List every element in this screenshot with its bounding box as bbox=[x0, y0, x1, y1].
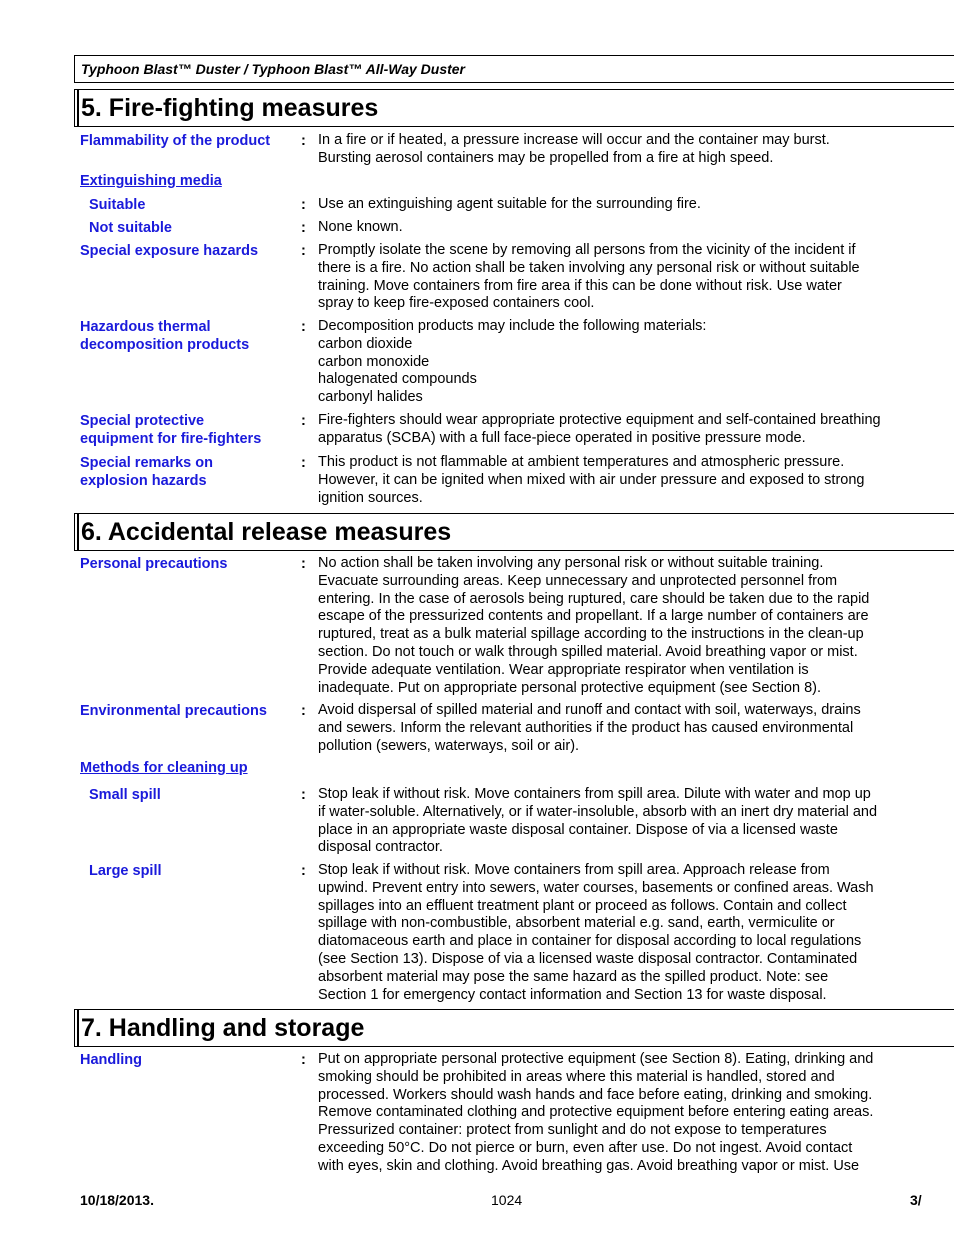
footer-page: 3/ bbox=[910, 1192, 922, 1208]
colon: : bbox=[301, 413, 306, 429]
footer-date: 10/18/2013. bbox=[80, 1192, 154, 1208]
section-7-title: 7. Handling and storage bbox=[81, 1014, 365, 1042]
colon: : bbox=[301, 319, 306, 335]
environmental-precautions-value: Avoid dispersal of spilled material and runoff and contact with soil, waterways, drains and sewers. Inform the relevant authorities if the product has caused environmental pollution (sewers, waterways, soil or air). bbox=[318, 702, 861, 754]
section-6-title: 6. Accidental release measures bbox=[81, 518, 452, 546]
colon: : bbox=[301, 220, 306, 236]
special-protective-value: Fire-fighters should wear appropriate protective equipment and self-contained breathing apparatus (SCBA) with a full face-piece operated in positive pressure mode. bbox=[318, 412, 881, 446]
flammability-label: Flammability of the product bbox=[80, 133, 271, 149]
special-remarks-value: This product is not flammable at ambient temperatures and atmospheric pressure. However, it can be ignited when mixed with air under pressure and exposed to strong ignition sources. bbox=[318, 454, 865, 506]
colon: : bbox=[301, 863, 306, 879]
special-exposure-value: Promptly isolate the scene by removing all persons from the vicinity of the incident if there is a fire. No action shall be taken involving any personal risk or without suitable training. Move containers from fire area if this can be done without risk. Use water spray to keep fire-exposed containers cool. bbox=[318, 242, 860, 312]
document-header bbox=[74, 55, 954, 83]
section-5-heading bbox=[74, 89, 954, 127]
flammability-value: In a fire or if heated, a pressure increase will occur and the container may burst. Bursting aerosol containers may be propelled from a fire at high speed. bbox=[318, 132, 830, 166]
special-protective-label: Special protective equipment for fire-fighters bbox=[80, 413, 262, 447]
colon: : bbox=[301, 455, 306, 471]
large-spill-value: Stop leak if without risk. Move containers from spill area. Approach release from upwind. Prevent entry into sewers, water courses, basements or confined areas. Wash spillages into an effluent treatment plant or proceed as follows. Contain and collect spillage with non-combustible, absorbent material e.g. sand, earth, vermiculite or diatomaceous earth and place in container for disposal according to local regulations (see Section 13). Dispose of via a licensed waste disposal contractor. Contaminated absorbent material may pose the same hazard as the spilled product. Note: see Section 1 for emergency contact information and Section 13 for waste disposal. bbox=[318, 862, 874, 1003]
suitable-label: Suitable bbox=[89, 197, 146, 213]
footer-code: 1024 bbox=[491, 1192, 523, 1208]
colon: : bbox=[301, 243, 306, 259]
colon: : bbox=[301, 1052, 306, 1068]
handling-label: Handling bbox=[80, 1052, 143, 1068]
personal-precautions-value: No action shall be taken involving any personal risk or without suitable training. Evacuate surrounding areas. Keep unnecessary and unprotected personnel from entering. In the case of aerosols being ruptured, care should be taken due to the rapid escape of the pressurized contents and propellant. If a large number of containers are ruptured, treat as a bulk material spillage according to the instructions in the clean-up section. Do not touch or walk through spilled material. Avoid breathing vapor or mist. Provide adequate ventilation. Wear appropriate respirator when ventilation is inadequate. Put on appropriate personal protective equipment (see Section 8). bbox=[318, 555, 870, 696]
colon: : bbox=[301, 787, 306, 803]
section-6-heading bbox=[74, 513, 954, 551]
small-spill-value: Stop leak if without risk. Move containers from spill area. Dilute with water and mop up if water-soluble. Alternatively, or if water-insoluble, absorb with an inert dry material and place in an appropriate waste disposal container. Dispose of via a licensed waste disposal contractor. bbox=[318, 786, 878, 856]
small-spill-label: Small spill bbox=[89, 787, 161, 803]
large-spill-label: Large spill bbox=[89, 863, 162, 879]
special-exposure-label: Special exposure hazards bbox=[80, 243, 259, 259]
extinguishing-media-label: Extinguishing media bbox=[80, 173, 222, 189]
suitable-value: Use an extinguishing agent suitable for the surrounding fire. bbox=[318, 196, 701, 212]
personal-precautions-label: Personal precautions bbox=[80, 556, 228, 572]
colon: : bbox=[301, 556, 306, 572]
environmental-precautions-label: Environmental precautions bbox=[80, 703, 267, 719]
methods-cleaning-label: Methods for cleaning up bbox=[80, 760, 248, 776]
colon: : bbox=[301, 703, 306, 719]
section-5-title: 5. Fire-fighting measures bbox=[81, 94, 379, 122]
special-remarks-label: Special remarks on explosion hazards bbox=[80, 455, 213, 489]
handling-value: Put on appropriate personal protective equipment (see Section 8). Eating, drinking and smoking should be prohibited in areas where this material is handled, stored and processed. Workers should wash hands and face before eating, drinking and smoking. Remove contaminated clothing and protective equipment before entering eating areas. Pressurized container: protect from sunlight and do not expose to temperatures exceeding 50°C. Do not pierce or burn, even after use. Do not ingest. Avoid contact with eyes, skin and clothing. Avoid breathing gas. Avoid breathing vapor or mist. Use bbox=[318, 1051, 874, 1174]
colon: : bbox=[301, 133, 306, 149]
section-7-heading bbox=[74, 1009, 954, 1047]
hazardous-thermal-value: Decomposition products may include the following materials: carbon dioxide carbon monoxide halogenated compounds carbonyl halides bbox=[318, 318, 707, 406]
colon: : bbox=[301, 197, 306, 213]
not-suitable-value: None known. bbox=[318, 219, 403, 235]
product-title: Typhoon Blast™ Duster / Typhoon Blast™ All-Way Duster bbox=[81, 61, 465, 77]
hazardous-thermal-label: Hazardous thermal decomposition products bbox=[80, 319, 250, 353]
not-suitable-label: Not suitable bbox=[89, 220, 172, 236]
